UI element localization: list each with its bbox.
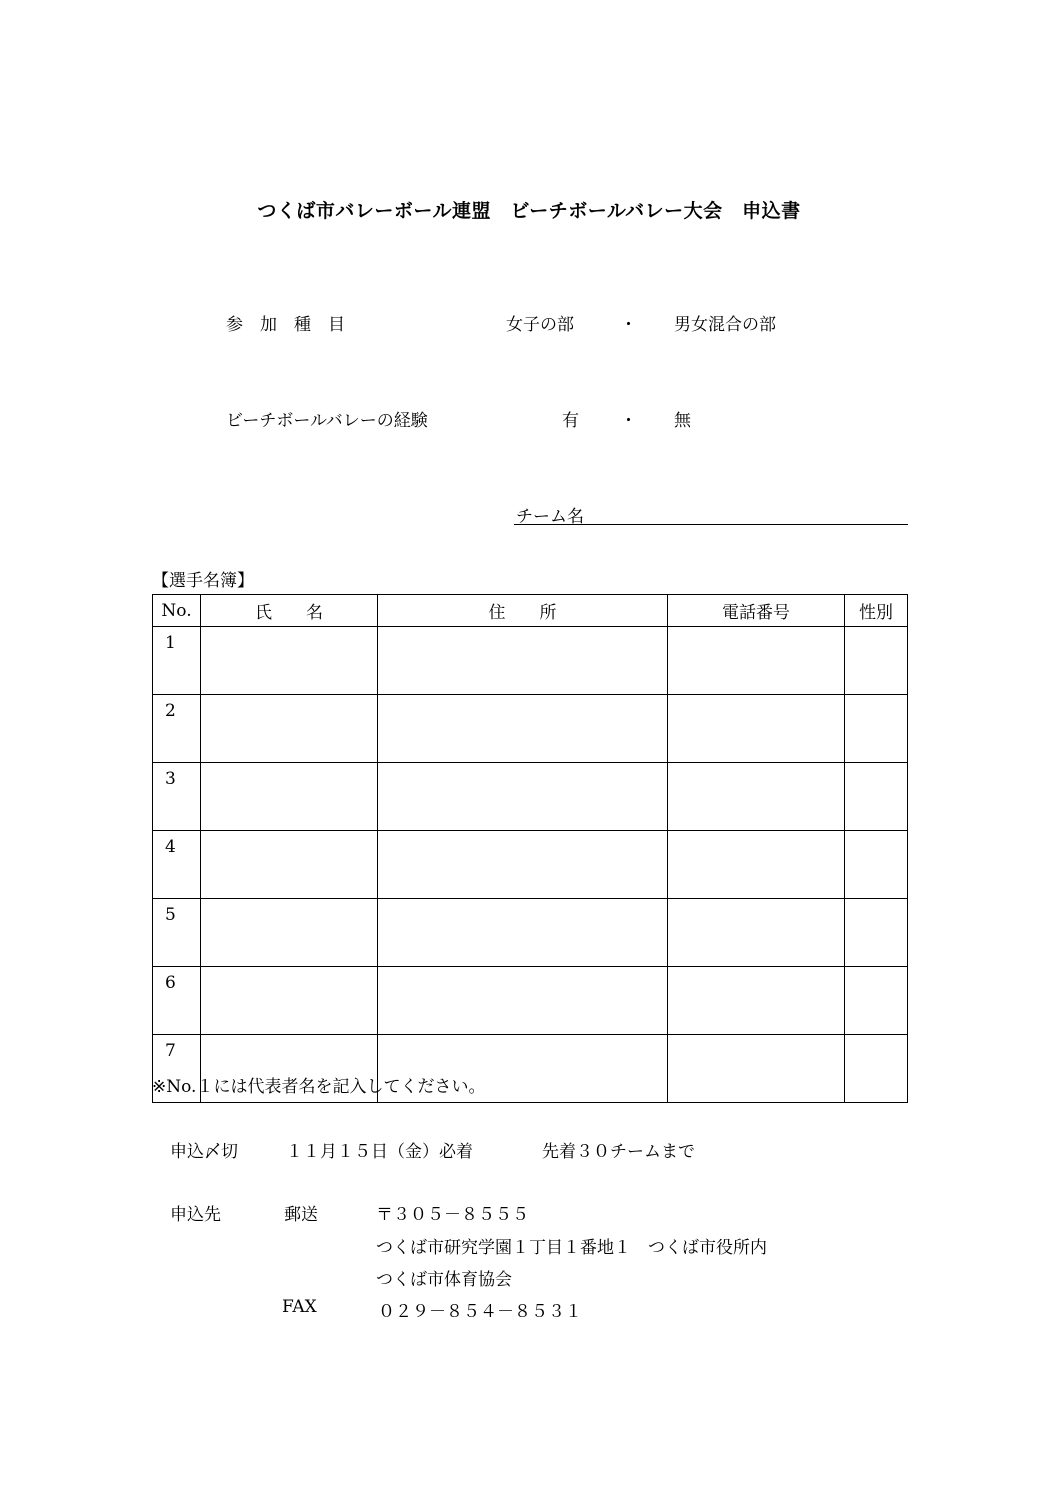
phone-cell[interactable] xyxy=(668,763,845,831)
sex-cell[interactable] xyxy=(845,763,908,831)
experience-option-no: 無 xyxy=(674,411,691,431)
phone-cell[interactable] xyxy=(668,967,845,1035)
phone-cell[interactable] xyxy=(668,1035,845,1103)
phone-cell[interactable] xyxy=(668,695,845,763)
experience-label: ビーチボールバレーの経験 xyxy=(226,411,428,431)
category-option-women: 女子の部 xyxy=(506,315,574,335)
sex-cell[interactable] xyxy=(845,967,908,1035)
phone-cell[interactable] xyxy=(668,899,845,967)
roster-title: 【選手名簿】 xyxy=(152,571,254,591)
roster-row xyxy=(153,967,908,1035)
deadline-limit: 先着３０チームまで xyxy=(542,1142,695,1162)
fax-label: FAX xyxy=(282,1297,317,1317)
name-cell[interactable] xyxy=(201,763,378,831)
row-number-cell: 7 xyxy=(153,1035,201,1103)
header-phone: 電話番号 xyxy=(668,595,845,627)
address-cell[interactable] xyxy=(378,695,668,763)
deadline-date: １１月１５日（金）必着 xyxy=(286,1142,473,1162)
roster-table xyxy=(152,594,908,1103)
address: つくば市研究学園１丁目１番地１ つくば市役所内 xyxy=(376,1238,767,1258)
name-cell[interactable] xyxy=(201,695,378,763)
header-no: No. xyxy=(153,595,201,627)
roster-row xyxy=(153,831,908,899)
name-cell[interactable] xyxy=(201,627,378,695)
team-name-underline xyxy=(514,524,908,525)
address-cell[interactable] xyxy=(378,899,668,967)
deadline-label: 申込〆切 xyxy=(170,1142,238,1162)
name-cell[interactable] xyxy=(201,967,378,1035)
phone-cell[interactable] xyxy=(668,831,845,899)
sex-cell[interactable] xyxy=(845,899,908,967)
address-cell[interactable] xyxy=(378,967,668,1035)
roster-row xyxy=(153,899,908,967)
sex-cell[interactable] xyxy=(845,831,908,899)
header-name: 氏 名 xyxy=(201,595,378,627)
roster-row xyxy=(153,695,908,763)
roster-row xyxy=(153,763,908,831)
category-separator: ・ xyxy=(620,315,637,335)
header-sex: 性別 xyxy=(845,595,908,627)
row-number-cell: 3 xyxy=(153,763,201,831)
destination-label: 申込先 xyxy=(170,1205,221,1225)
address-cell[interactable] xyxy=(378,763,668,831)
row-number-cell: 4 xyxy=(153,831,201,899)
organization: つくば市体育協会 xyxy=(376,1270,512,1290)
fax-number: ０２９－８５４－８５３１ xyxy=(378,1302,582,1322)
sex-cell[interactable] xyxy=(845,627,908,695)
address-cell[interactable] xyxy=(378,831,668,899)
name-cell[interactable] xyxy=(201,899,378,967)
row-number-cell: 5 xyxy=(153,899,201,967)
page-title: つくば市バレーボール連盟 ビーチボールバレー大会 申込書 xyxy=(257,200,801,222)
sex-cell[interactable] xyxy=(845,695,908,763)
name-cell[interactable] xyxy=(201,831,378,899)
team-name-label: チーム名 xyxy=(516,507,584,527)
experience-option-yes: 有 xyxy=(562,411,579,431)
category-option-mixed: 男女混合の部 xyxy=(674,315,776,335)
row-number-cell: 1 xyxy=(153,627,201,695)
row-number-cell: 6 xyxy=(153,967,201,1035)
mail-label: 郵送 xyxy=(284,1205,318,1225)
roster-header-row xyxy=(153,595,908,627)
postal-code: 〒３０５－８５５５ xyxy=(376,1205,529,1225)
roster-note: ※No.１には代表者名を記入してください。 xyxy=(152,1077,486,1097)
address-cell[interactable] xyxy=(378,627,668,695)
experience-separator: ・ xyxy=(620,411,637,431)
category-label: 参 加 種 目 xyxy=(226,315,345,335)
header-address: 住 所 xyxy=(378,595,668,627)
phone-cell[interactable] xyxy=(668,627,845,695)
sex-cell[interactable] xyxy=(845,1035,908,1103)
roster-row xyxy=(153,627,908,695)
row-number-cell: 2 xyxy=(153,695,201,763)
